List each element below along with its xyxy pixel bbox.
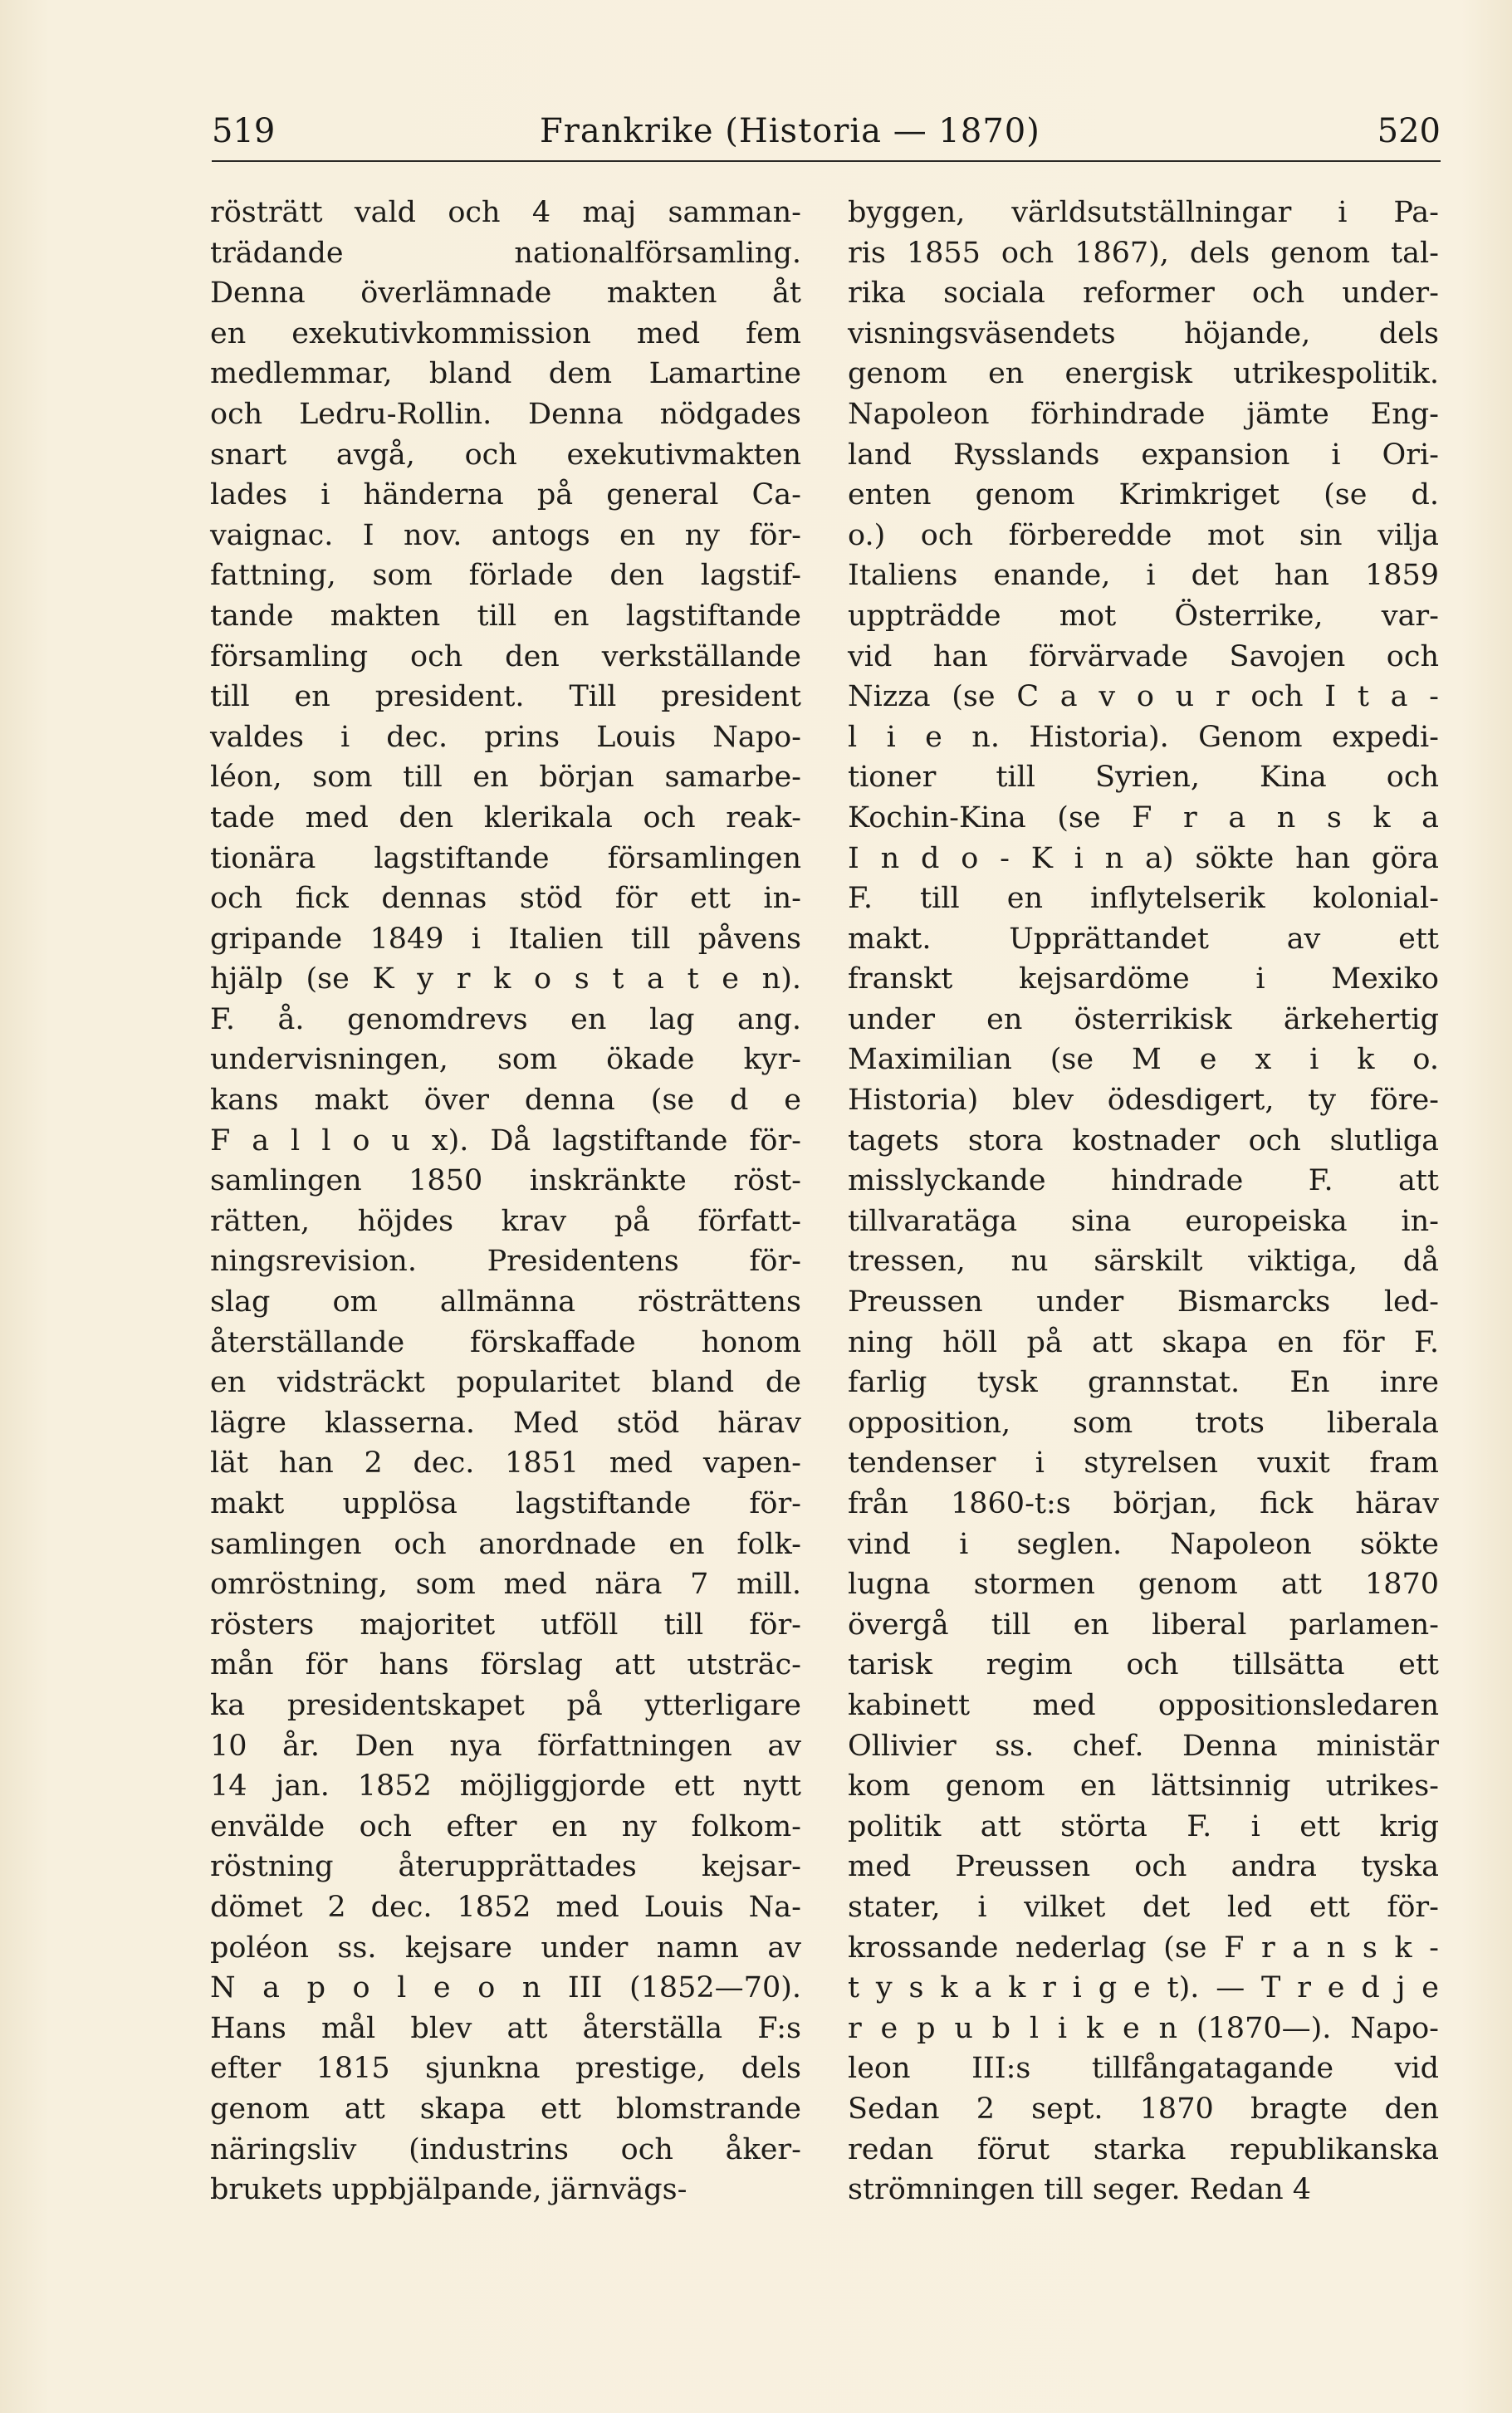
text-line: kans makt över denna (se d e: [210, 1084, 801, 1118]
text-line: snart avgå, och exekutivmakten: [210, 438, 801, 472]
text-line: lägre klasserna. Med stöd härav: [210, 1406, 801, 1440]
text-line: Denna överlämnade makten åt: [210, 277, 801, 311]
text-line: F. å. genomdrevs en lag ang.: [210, 1002, 801, 1036]
text-line: valdes i dec. prins Louis Napo-: [210, 720, 801, 754]
text-line: redan förut starka republikanska: [848, 2132, 1439, 2166]
text-line: l i e n. Historia). Genom expedi-: [848, 720, 1439, 754]
text-line: farlig tysk grannstat. En inre: [848, 1366, 1439, 1400]
text-line: lades i händerna på general Ca-: [210, 478, 801, 512]
text-line: vid han förvärvade Savojen och: [848, 639, 1439, 673]
text-line: medlemmar, bland dem Lamartine: [210, 357, 801, 391]
text-line: näringsliv (industrins och åker-: [210, 2132, 801, 2166]
text-line: tade med den klerikala och reak-: [210, 800, 801, 835]
text-line: tillvaratäga sina europeiska in-: [848, 1204, 1439, 1238]
text-line: tendenser i styrelsen vuxit fram: [848, 1446, 1439, 1481]
text-line: Kochin-Kina (se F r a n s k a: [848, 800, 1439, 835]
running-title: Frankrike (Historia — 1870): [540, 112, 1040, 150]
text-line: kabinett med oppositionsledaren: [848, 1688, 1439, 1722]
text-line: återställande förskaffade honom: [210, 1325, 801, 1359]
text-line: lugna stormen genom att 1870: [848, 1568, 1439, 1602]
text-line: rätten, höjdes krav på författ-: [210, 1204, 801, 1238]
text-line: samlingen och anordnade en folk-: [210, 1527, 801, 1561]
text-line: N a p o l e o n III (1852—70).: [210, 1971, 801, 2005]
text-line: stater, i vilket det led ett för-: [848, 1890, 1439, 1924]
text-line: leon III:s tillfångatagande vid: [848, 2052, 1439, 2086]
text-line: t y s k a k r i g e t). — T r e d j e: [848, 1971, 1439, 2005]
text-line: och fick dennas stöd för ett in-: [210, 882, 801, 916]
text-line: från 1860-t:s början, fick härav: [848, 1487, 1439, 1520]
text-line: tande makten till en lagstiftande: [210, 599, 801, 633]
text-line: Hans mål blev att återställa F:s: [210, 2011, 801, 2045]
text-line: undervisningen, som ökade kyr-: [210, 1043, 801, 1077]
text-line: trädande nationalförsamling.: [210, 236, 801, 270]
text-line: F a l l o u x). Då lagstiftande för-: [210, 1123, 801, 1158]
text-line: genom en energisk utrikespolitik.: [848, 357, 1439, 391]
text-line: tarisk regim och tillsätta ett: [848, 1648, 1439, 1682]
text-line: och Ledru-Rollin. Denna nödgades: [210, 397, 801, 431]
text-line: mån för hans förslag att utsträc-: [210, 1648, 801, 1682]
text-line: slag om allmänna rösträttens: [210, 1285, 801, 1319]
text-line: Ollivier ss. chef. Denna ministär: [848, 1729, 1439, 1763]
text-line: en vidsträckt popularitet bland de: [210, 1366, 801, 1400]
text-line: ningsrevision. Presidentens för-: [210, 1245, 801, 1279]
text-line: envälde och efter en ny folkom-: [210, 1809, 801, 1843]
text-line: rösträtt vald och 4 maj samman-: [210, 196, 801, 229]
text-line: léon, som till en början samarbe-: [210, 761, 801, 795]
text-line: ka presidentskapet på ytterligare: [210, 1688, 801, 1722]
text-line: tagets stora kostnader och slutliga: [848, 1123, 1439, 1158]
text-line: tioner till Syrien, Kina och: [848, 761, 1439, 795]
text-line: Napoleon förhindrade jämte Eng-: [848, 397, 1439, 431]
text-line: Maximilian (se M e x i k o.: [848, 1043, 1439, 1077]
text-line: Preussen under Bismarcks led-: [848, 1285, 1439, 1319]
text-line: lät han 2 dec. 1851 med vapen-: [210, 1446, 801, 1481]
text-line: krossande nederlag (se F r a n s k -: [848, 1931, 1439, 1965]
text-line: ris 1855 och 1867), dels genom tal-: [848, 236, 1439, 270]
text-line: o.) och förberedde mot sin vilja: [848, 518, 1439, 552]
header-rule: [212, 160, 1441, 162]
text-column-left: [210, 193, 801, 2210]
text-line: Italiens enande, i det han 1859: [848, 559, 1439, 593]
text-line: Sedan 2 sept. 1870 bragte den: [848, 2092, 1439, 2126]
text-line: gripande 1849 i Italien till påvens: [210, 922, 801, 956]
text-line: strömningen till seger. Redan 4: [848, 2173, 1312, 2207]
text-line: makt. Upprättandet av ett: [848, 922, 1439, 956]
text-line: r e p u b l i k e n (1870—). Napo-: [848, 2011, 1439, 2045]
text-line: tressen, nu särskilt viktiga, då: [848, 1245, 1439, 1279]
text-line: makt upplösa lagstiftande för-: [210, 1487, 801, 1520]
text-line: brukets uppbjälpande, järnvägs-: [210, 2173, 687, 2207]
text-line: genom att skapa ett blomstrande: [210, 2092, 801, 2126]
text-line: enten genom Krimkriget (se d.: [848, 478, 1439, 512]
text-line: omröstning, som med nära 7 mill.: [210, 1568, 801, 1602]
text-line: 14 jan. 1852 möjliggjorde ett nytt: [210, 1769, 801, 1804]
text-line: vind i seglen. Napoleon sökte: [848, 1527, 1439, 1561]
text-line: efter 1815 sjunkna prestige, dels: [210, 2052, 801, 2086]
text-line: samlingen 1850 inskränkte röst-: [210, 1164, 801, 1198]
text-line: land Rysslands expansion i Ori-: [848, 438, 1439, 472]
text-line: politik att störta F. i ett krig: [848, 1809, 1439, 1843]
text-line: Nizza (se C a v o u r och I t a -: [848, 680, 1439, 714]
text-column-right: [848, 193, 1439, 2210]
text-line: rösters majoritet utföll till för-: [210, 1608, 801, 1642]
text-line: opposition, som trots liberala: [848, 1406, 1439, 1440]
text-line: ning höll på att skapa en för F.: [848, 1325, 1439, 1359]
text-line: byggen, världsutställningar i Pa-: [848, 196, 1439, 229]
text-line: med Preussen och andra tyska: [848, 1850, 1439, 1884]
text-line: uppträdde mot Österrike, var-: [848, 599, 1439, 633]
text-line: vaignac. I nov. antogs en ny för-: [210, 518, 801, 552]
text-line: fattning, som förlade den lagstif-: [210, 559, 801, 593]
text-line: övergå till en liberal parlamen-: [848, 1608, 1439, 1642]
text-line: till en president. Till president: [210, 680, 801, 714]
text-line: rika sociala reformer och under-: [848, 277, 1439, 311]
text-line: kom genom en lättsinnig utrikes-: [848, 1769, 1439, 1804]
running-header: [212, 106, 1441, 156]
text-line: visningsväsendets höjande, dels: [848, 316, 1439, 350]
text-line: dömet 2 dec. 1852 med Louis Na-: [210, 1890, 801, 1924]
page-number-right: 520: [1377, 112, 1441, 150]
text-line: röstning återupprättades kejsar-: [210, 1850, 801, 1884]
text-line: Historia) blev ödesdigert, ty före-: [848, 1084, 1439, 1118]
text-line: församling och den verkställande: [210, 639, 801, 673]
text-line: franskt kejsardöme i Mexiko: [848, 962, 1439, 996]
text-line: en exekutivkommission med fem: [210, 316, 801, 350]
text-line: under en österrikisk ärkehertig: [848, 1002, 1439, 1036]
page-number-left: 519: [212, 112, 276, 150]
text-line: 10 år. Den nya författningen av: [210, 1729, 801, 1763]
text-line: F. till en inflytelserik kolonial-: [848, 882, 1439, 916]
text-line: I n d o - K i n a) sökte han göra: [848, 841, 1439, 875]
text-line: poléon ss. kejsare under namn av: [210, 1931, 801, 1965]
text-line: tionära lagstiftande församlingen: [210, 841, 801, 875]
text-line: misslyckande hindrade F. att: [848, 1164, 1439, 1198]
text-line: hjälp (se K y r k o s t a t e n).: [210, 962, 801, 996]
